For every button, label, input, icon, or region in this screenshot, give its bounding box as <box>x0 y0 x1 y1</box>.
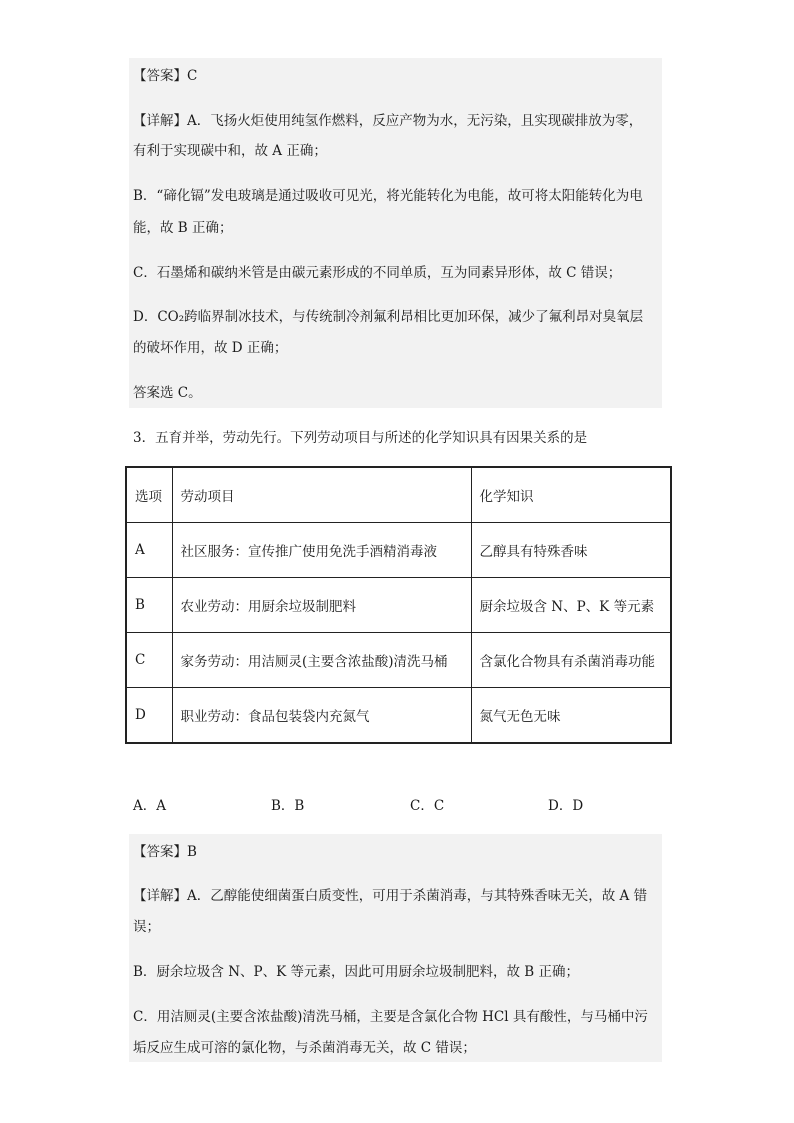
table-cell: 乙醇具有特殊香味 <box>471 523 671 578</box>
question-text: 3．五育并举，劳动先行。下列劳动项目与所述的化学知识具有因果关系的是 <box>133 430 588 446</box>
answer-1-label: 【答案】C <box>133 68 198 84</box>
table-cell: 家务劳动：用洁厕灵(主要含浓盐酸)清洗马桶 <box>172 633 471 688</box>
table-row <box>126 688 671 744</box>
explain-1-line: D．CO₂跨临界制冰技术，与传统制冷剂氟利昂相比更加环保，减少了氟利昂对臭氧层 <box>133 309 644 325</box>
question-table <box>125 466 672 744</box>
explain-1-line: C．石墨烯和碳纳米管是由碳元素形成的不同单质，互为同素异形体，故 C 错误； <box>133 265 622 281</box>
answer-2-label: 【答案】B <box>133 844 197 860</box>
explain-1-line: 的破坏作用，故 D 正确； <box>133 340 288 356</box>
table-cell: A <box>126 523 172 578</box>
table-cell: 农业劳动：用厨余垃圾制肥料 <box>172 578 471 633</box>
table-cell: 氮气无色无味 <box>471 688 671 744</box>
table-header-row <box>126 467 671 523</box>
table-cell: D <box>126 688 172 744</box>
table-header-cell: 选项 <box>126 467 172 523</box>
table-row <box>126 523 671 578</box>
table-cell: 含氯化合物具有杀菌消毒功能 <box>471 633 671 688</box>
explain-1-line: 答案选 C。 <box>133 385 202 401</box>
table-cell: 厨余垃圾含 N、P、K 等元素 <box>471 578 671 633</box>
explain-2-line: C．用洁厕灵(主要含浓盐酸)清洗马桶，主要是含氯化合物 HCl 具有酸性，与马桶中污 <box>133 1009 648 1025</box>
explain-1-line: B．“碲化镉”发电玻璃是通过吸收可见光，将光能转化为电能，故可将太阳能转化为电 <box>133 188 643 204</box>
explain-2-line: 误； <box>133 919 160 935</box>
option-a: A．A <box>133 798 166 814</box>
option-c: C．C <box>410 798 445 814</box>
answer-block-2-bg <box>129 834 662 1062</box>
option-d: D．D <box>548 798 584 814</box>
table-cell: 社区服务：宣传推广使用免洗手酒精消毒液 <box>172 523 471 578</box>
table-header-cell: 化学知识 <box>471 467 671 523</box>
explain-2-line: 垢反应生成可溶的氯化物，与杀菌消毒无关，故 C 错误； <box>133 1040 476 1056</box>
table-header-cell: 劳动项目 <box>172 467 471 523</box>
table-cell: B <box>126 578 172 633</box>
table-cell: C <box>126 633 172 688</box>
explain-1-line: 有利于实现碳中和，故 A 正确； <box>133 143 327 159</box>
explain-2-line: B．厨余垃圾含 N、P、K 等元素，因此可用厨余垃圾制肥料，故 B 正确； <box>133 964 579 980</box>
explain-2-line: 【详解】A．乙醇能使细菌蛋白质变性，可用于杀菌消毒，与其特殊香味无关，故 A 错 <box>133 888 648 904</box>
option-b: B．B <box>271 798 305 814</box>
explain-1-line: 能，故 B 正确； <box>133 220 233 236</box>
table-row <box>126 633 671 688</box>
table-cell: 职业劳动：食品包装袋内充氮气 <box>172 688 471 744</box>
table-row <box>126 578 671 633</box>
explain-1-line: 【详解】A．飞扬火炬使用纯氢作燃料，反应产物为水，无污染，且实现碳排放为零， <box>133 113 643 129</box>
